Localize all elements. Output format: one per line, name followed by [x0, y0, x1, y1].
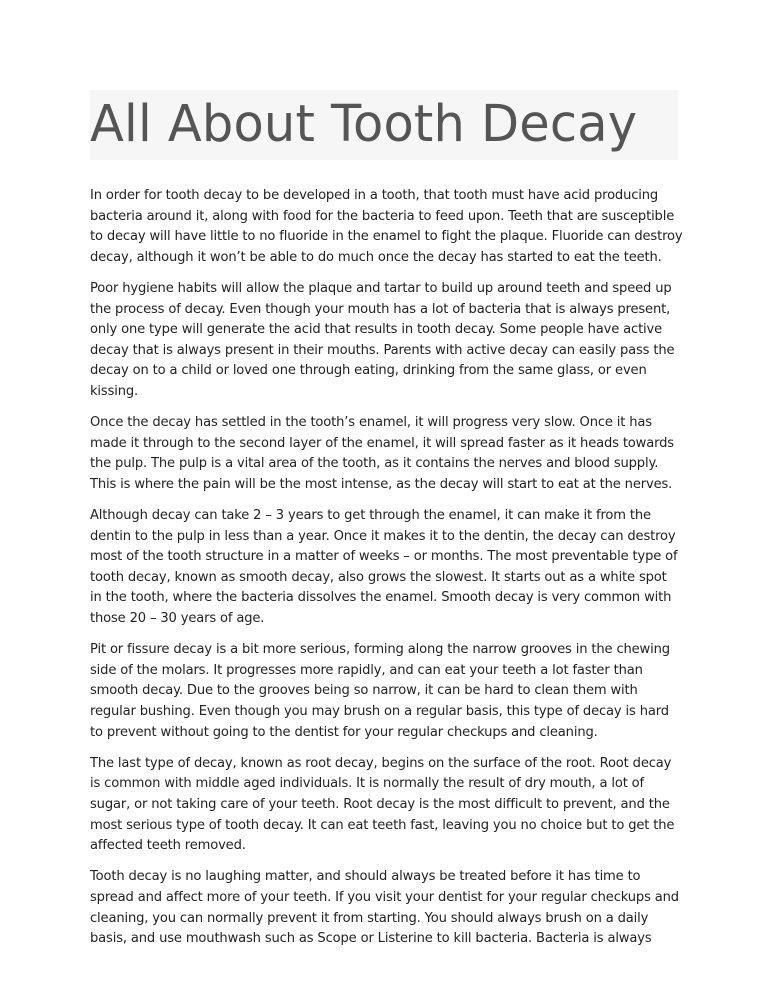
paragraph-line: is common with middle aged individuals. It is normally the result of dry mouth, a lot of — [90, 776, 645, 792]
paragraph-line: decay that is always present in their mouths. Parents with active decay can easily pass the — [90, 342, 675, 358]
paragraph-line: Poor hygiene habits will allow the plaque and tartar to build up around teeth and speed up — [90, 280, 672, 296]
paragraph-line: In order for tooth decay to be developed in a tooth, that tooth must have acid producing — [90, 188, 659, 203]
paragraph-line: sugar, or not taking care of your teeth. Root decay is the most difficult to prevent, and the — [90, 797, 670, 812]
paragraph-line: This is where the pain will be the most intense, as the decay will start to eat at the nerves. — [90, 476, 673, 492]
paragraph-line: the process of decay. Even though your mouth has a lot of bacteria that is always present, — [90, 301, 671, 317]
paragraph-line: basis, and use mouthwash such as Scope or Listerine to kill bacteria. Bacteria is always — [90, 931, 652, 947]
paragraph — [90, 506, 690, 630]
paragraph-line: Tooth decay is no laughing matter, and should always be treated before it has time to — [90, 869, 641, 885]
paragraph-line: affected teeth removed. — [90, 838, 246, 854]
paragraph-line: those 20 – 30 years of age. — [90, 611, 265, 627]
document-title: All About Tooth Decay — [90, 95, 638, 154]
paragraph-line: spread and affect more of your teeth. If you visit your dentist for your regular checkups and — [90, 889, 679, 905]
paragraph-line: to prevent without going to the dentist for your regular checkups and cleaning. — [90, 724, 598, 740]
paragraph-line: side of the molars. It progresses more rapidly, and can eat your teeth a lot faster than — [90, 662, 643, 678]
paragraph — [90, 867, 690, 949]
paragraph-line: in the tooth, where the bacteria dissolves the enamel. Smooth decay is very common with — [90, 590, 672, 606]
paragraph-line: regular bushing. Even though you may brush on a regular basis, this type of decay is hard — [90, 704, 669, 720]
paragraph-line: only one type will generate the acid that results in tooth decay. Some people have active — [90, 322, 663, 338]
paragraph-line: made it through to the second layer of the enamel, it will spread faster as it heads towards — [90, 435, 674, 451]
paragraph — [90, 279, 690, 403]
paragraph-line: Pit or fissure decay is a bit more serious, forming along the narrow grooves in the chewing — [90, 642, 670, 658]
paragraph-line: most serious type of tooth decay. It can eat teeth fast, leaving you no choice but to get the — [90, 817, 675, 833]
paragraph-line: bacteria around it, along with food for the bacteria to feed upon. Teeth that are susceptible — [90, 208, 675, 224]
paragraph-line: tooth decay, known as smooth decay, also grows the slowest. It starts out as a white spot — [90, 569, 667, 585]
paragraph-line: smooth decay. Due to the grooves being so narrow, it can be hard to clean them with — [90, 683, 638, 699]
paragraph-line: Although decay can take 2 – 3 years to get through the enamel, it can make it from the — [90, 508, 651, 524]
paragraph-line: decay on to a child or loved one through eating, drinking from the same glass, or even — [90, 363, 647, 379]
paragraph — [90, 413, 690, 495]
paragraph-line: most of the tooth structure in a matter of weeks – or months. The most preventable type of — [90, 549, 678, 565]
paragraph — [90, 640, 690, 743]
paragraph-line: dentin to the pulp in less than a year. Once it makes it to the dentin, the decay can destroy — [90, 528, 676, 544]
paragraph-line: The last type of decay, known as root decay, begins on the surface of the root. Root decay — [90, 755, 672, 771]
paragraph-line: the pulp. The pulp is a vital area of the tooth, as it contains the nerves and blood supply. — [90, 456, 659, 472]
paragraph-line: cleaning, you can normally prevent it from starting. You should always brush on a daily — [90, 910, 649, 926]
paragraph-line: kissing. — [90, 383, 139, 399]
paragraph-line: decay, although it won’t be able to do much once the decay has started to eat the teeth. — [90, 249, 662, 265]
paragraph — [90, 754, 690, 857]
paragraph — [90, 186, 690, 268]
paragraph-line: to decay will have little to no fluoride in the enamel to fight the plaque. Fluoride can destroy — [90, 229, 683, 245]
paragraph-line: Once the decay has settled in the tooth’s enamel, it will progress very slow. Once it has — [90, 415, 652, 431]
document-body — [90, 186, 690, 960]
